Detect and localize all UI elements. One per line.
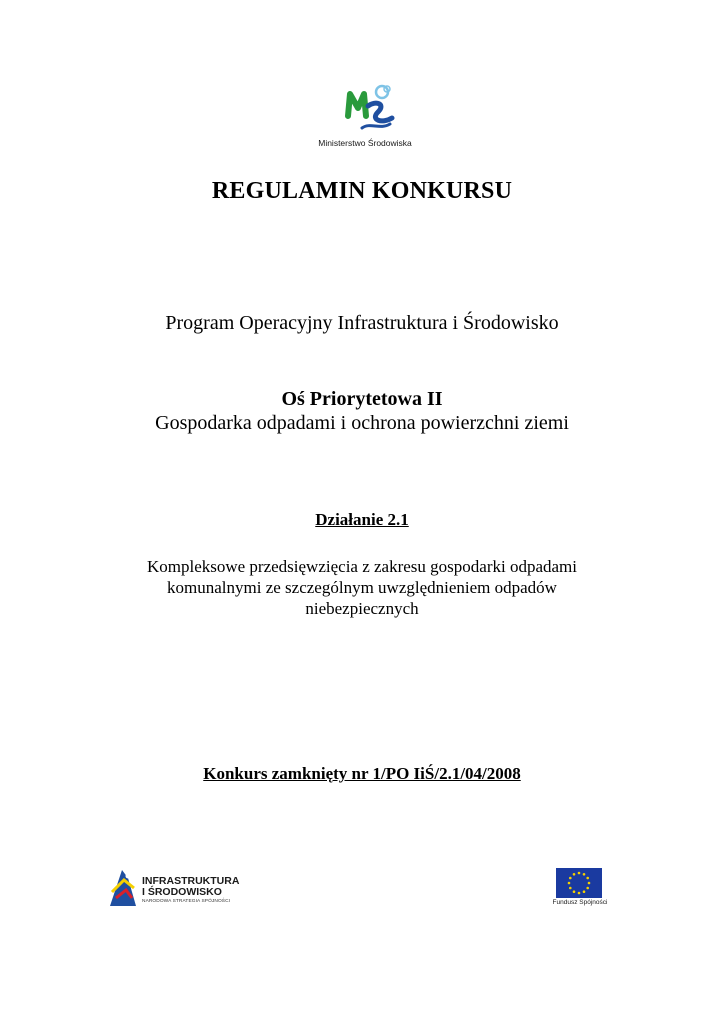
eu-flag-icon	[556, 868, 602, 898]
program-name: Program Operacyjny Infrastruktura i Środowisko	[165, 312, 559, 334]
ministerstwo-srodowiska-logo-icon	[342, 84, 402, 134]
action-title: Działanie 2.1	[315, 510, 409, 529]
priority-axis-title: Oś Priorytetowa II	[281, 388, 443, 410]
infrastruktura-srodowisko-logo	[108, 866, 268, 910]
ministry-logo	[300, 84, 430, 154]
iis-logo-line2: I ŚRODOWISKO	[142, 886, 222, 898]
eu-logo-caption: Fundusz Spójności	[552, 899, 608, 906]
document-title: REGULAMIN KONKURSU	[211, 178, 513, 204]
action-description-line: komunalnymi ze szczególnym uwzględnieniem odpadów	[167, 578, 557, 597]
ministry-logo-caption: Ministerstwo Środowiska	[318, 138, 412, 148]
action-description-line: niebezpiecznych	[305, 599, 419, 618]
action-description-line: Kompleksowe przedsięwzięcia z zakresu gospodarki odpadami	[146, 557, 578, 576]
iis-logo-line1: INFRASTRUKTURA	[142, 875, 240, 887]
infrastruktura-srodowisko-logo-icon	[108, 868, 138, 908]
action-description	[0, 556, 724, 619]
eu-cohesion-fund-logo	[545, 868, 615, 908]
contest-number: Konkurs zamknięty nr 1/PO IiŚ/2.1/04/2008	[203, 764, 521, 783]
iis-logo-tagline: NARODOWA STRATEGIA SPÓJNOŚCI	[142, 899, 231, 904]
priority-axis-subtitle: Gospodarka odpadami i ochrona powierzchni ziemi	[155, 412, 569, 434]
